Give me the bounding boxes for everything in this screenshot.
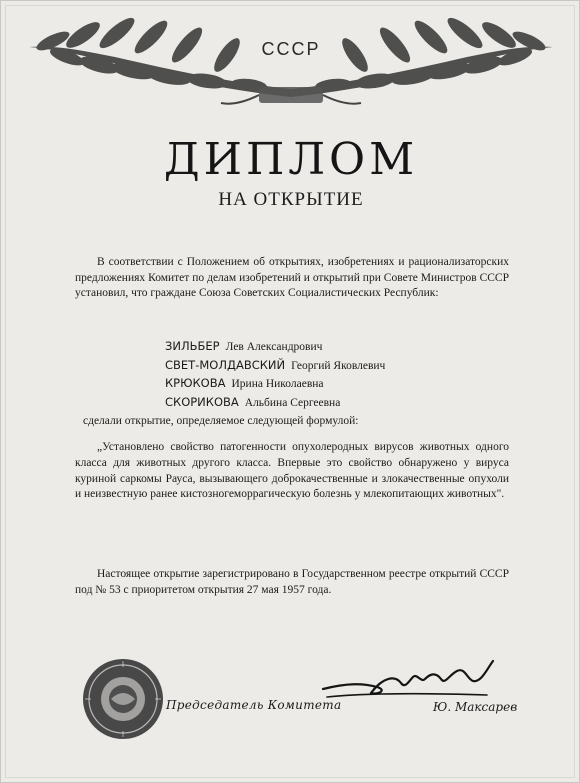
emblem-text: СССР bbox=[261, 39, 321, 59]
author-surname: ЗИЛЬБЕР bbox=[165, 339, 220, 353]
author-given-name: Ирина Николаевна bbox=[231, 378, 324, 390]
document-subtitle: НА ОТКРЫТИЕ bbox=[218, 189, 364, 210]
author-row bbox=[165, 375, 385, 394]
laurel-wreath-emblem bbox=[23, 17, 559, 109]
chairman-label: Председатель Комитета bbox=[166, 698, 342, 712]
registration-text: Настоящее открытие зарегистрировано в Государственном реестре открытий СССР под № 53 с приоритетом открытия 27 мая 1957 года. bbox=[75, 568, 509, 596]
official-seal bbox=[81, 657, 165, 741]
author-surname: СВЕТ-МОЛДАВСКИЙ bbox=[165, 357, 286, 372]
author-row bbox=[165, 394, 385, 413]
author-row bbox=[165, 357, 385, 376]
intro-text: В соответствии с Положением об открытиях, изобретениях и рационализаторских предложениях Комитет по делам изобретений и открытий при Совете Министров СССР установил, что граждане Союза Советских Социалистических Республик: bbox=[75, 256, 509, 300]
intro-paragraph bbox=[75, 255, 509, 302]
authors-list bbox=[165, 338, 385, 412]
author-given-name: Альбина Сергеевна bbox=[244, 396, 341, 409]
author-row bbox=[165, 338, 385, 357]
formula-text: „Установлено свойство патогенности опухолеродных вирусов животных одного класса для животных другого класса. Впервые это свойство обнаружено у вируса куриной саркомы Рауса, вызывающего доброкачественные и злокачественные опухоли и неизвестную ранее кистозногеморрагическую болезнь у млекопитающих животных". bbox=[75, 441, 509, 501]
author-surname: КРЮКОВА bbox=[165, 376, 226, 390]
author-given-name: Георгий Яковлевич bbox=[291, 359, 386, 372]
discovery-formula bbox=[75, 440, 509, 503]
registration-paragraph bbox=[75, 567, 509, 598]
handwritten-signature bbox=[317, 653, 503, 707]
chairman-name: Ю. Максарев bbox=[433, 700, 518, 714]
author-given-name: Лев Александрович bbox=[225, 341, 323, 353]
author-surname: СКОРИКОВА bbox=[165, 394, 239, 409]
made-discovery-line: сделали открытие, определяемое следующей формулой: bbox=[83, 415, 359, 427]
document-title: ДИПЛОМ bbox=[163, 134, 419, 185]
